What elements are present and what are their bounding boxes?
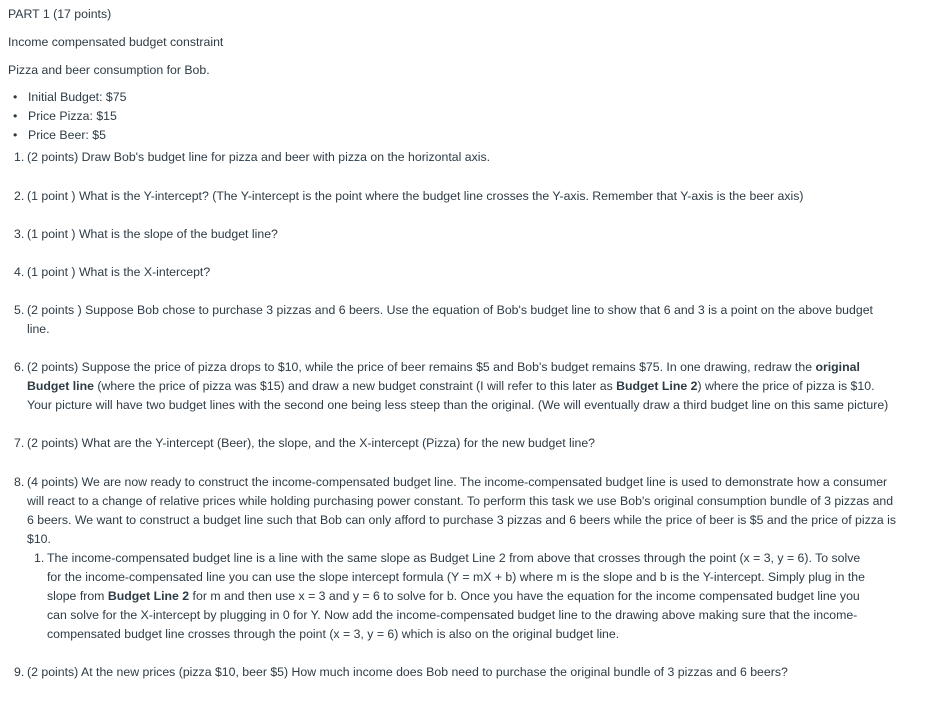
- question-text: (1 point ) What is the slope of the budget line?: [27, 227, 278, 241]
- question-number: 3.: [14, 227, 25, 241]
- question-text-part: ) where the price of pizza is $10. Your picture will have two budget lines with the second one being less steep than the original. (We will eventually draw a third budget line on this same picture): [27, 379, 889, 412]
- question-5: [8, 301, 937, 339]
- question-2: [8, 187, 937, 206]
- question-9: [8, 663, 937, 682]
- question-4: [8, 263, 937, 282]
- bullet-initial-budget: • Initial Budget: $75: [8, 88, 937, 107]
- bold-term-budget-line-2: Budget Line 2: [616, 379, 698, 393]
- given-values-list: [8, 88, 937, 145]
- question-text: (2 points ) Suppose Bob chose to purchase 3 pizzas and 6 beers. Use the equation of Bob's budget line to show that 6 and 3 is a point on the above budget line.: [27, 303, 873, 336]
- question-number: 5.: [14, 303, 25, 317]
- question-number: 7.: [14, 436, 25, 450]
- bold-term-budget-line-2: Budget Line 2: [107, 589, 190, 603]
- question-text: (1 point ) What is the X-intercept?: [27, 265, 211, 279]
- question-text: (1 point ) What is the Y-intercept? (The Y-intercept is the point where the budget line crosses the Y-axis. Remember that Y-axis is the beer axis): [27, 189, 804, 203]
- question-number: 1.: [14, 150, 25, 164]
- question-text: (2 points) What are the Y-intercept (Beer), the slope, and the X-intercept (Pizza) for the new budget line?: [27, 436, 596, 450]
- question-6: [8, 358, 937, 415]
- question-text: (2 points) Draw Bob's budget line for pizza and beer with pizza on the horizontal axis.: [27, 150, 491, 164]
- question-number: 9.: [14, 665, 25, 679]
- question-3: [8, 225, 937, 244]
- question-number: 8.: [14, 475, 25, 489]
- subitem-text-part: for m and then use x = 3 and y = 6 to solve for b. Once you have the equation for the income compensated budget line you can solve for the X-intercept by plugging in 0 for Y. Now add the income-compensated budget line to the drawing above making sure that the income-compensated budget line crosses through the point (x = 3, y = 6) which is also on the original budget line.: [47, 589, 860, 641]
- section-description: Pizza and beer consumption for Bob.: [8, 63, 210, 77]
- question-number: 6.: [14, 360, 25, 374]
- question-number: 2.: [14, 189, 25, 203]
- bullet-price-pizza: • Price Pizza: $15: [8, 107, 937, 126]
- question-1: [8, 148, 937, 167]
- question-number: 4.: [14, 265, 25, 279]
- question-text: (2 points) At the new prices (pizza $10, beer $5) How much income does Bob need to purchase the original bundle of 3 pizzas and 6 beers?: [27, 665, 788, 679]
- question-8-subitem-1: [27, 549, 897, 644]
- bullet-price-beer: • Price Beer: $5: [8, 126, 937, 145]
- subitem-text-part: The income-compensated budget line is a line with the same slope as Budget Line 2 from above that crosses through the point (x = 3, y = 6). To solve for the income-compensated line you can use the slope intercept formula (Y = mX + b) where m is the slope and b is the Y-intercept. Simply plug in the slope from: [47, 551, 865, 603]
- question-text-part: (2 points) Suppose the price of pizza drops to $10, while the price of beer remains $5 and Bob's budget remains $75. In one drawing, redraw the: [27, 360, 816, 374]
- part-title: PART 1 (17 points): [8, 7, 112, 21]
- question-8: [8, 473, 937, 644]
- question-text: (4 points) We are now ready to construct the income-compensated budget line. The income-compensated budget line is used to demonstrate how a consumer will react to a change of relative prices while holding purchasing power constant. To perform this task we use Bob's original consumption bundle of 3 pizzas and 6 beers. We want to construct a budget line such that Bob can only afford to purchase 3 pizzas and 6 beers while the price of beer is $5 and the price of pizza is $10.: [27, 475, 897, 546]
- question-8-sublist: [27, 549, 897, 644]
- question-list: [8, 148, 937, 682]
- question-7: [8, 434, 937, 453]
- question-text-part: (where the price of pizza was $15) and draw a new budget constraint (I will refer to this later as: [93, 379, 617, 393]
- section-subtitle: Income compensated budget constraint: [8, 35, 224, 49]
- bold-term-original-budget-line: original Budget line: [27, 360, 860, 393]
- subitem-number: 1.: [34, 551, 45, 565]
